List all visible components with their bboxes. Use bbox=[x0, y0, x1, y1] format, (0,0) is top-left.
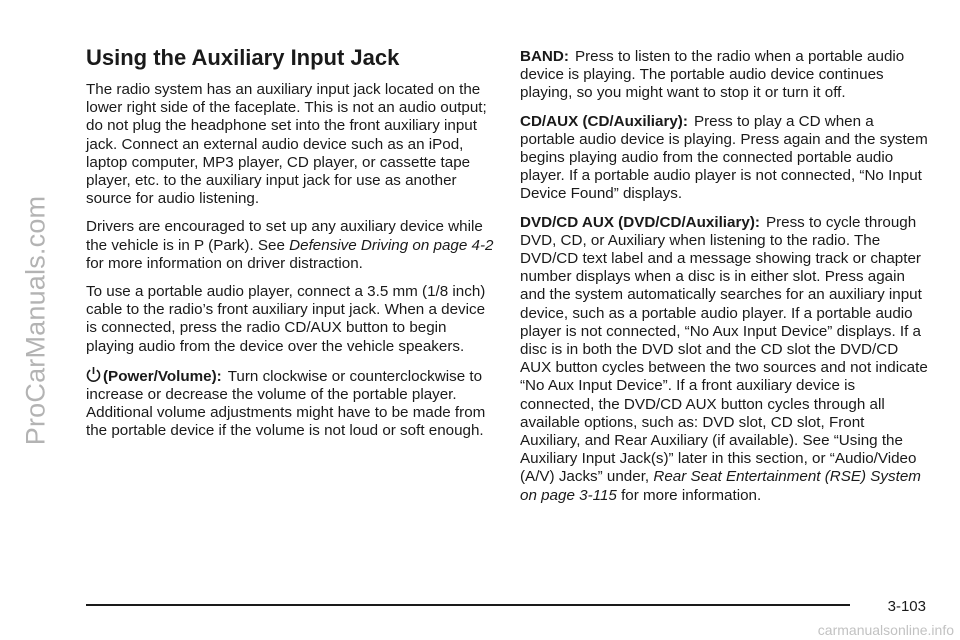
cdaux-term: CD/AUX (CD/Auxiliary): bbox=[520, 112, 688, 130]
dvdaux-text: Press to cycle through DVD, CD, or Auxiliary when listening to the radio. The DVD/CD text label and a message showing track or chapter number displays when a disc is in either slot. Press again and the system automatically searches for an auxiliary input device, such as a portable audio player. If a portable audio player is not connected, “No Aux Input Device” displays. If a disc is in both the DVD slot and the CD slot the DVD/CD AUX button cycles between the two sources and not indicate “No Aux Input Device”. If a front auxiliary device is connected, the DVD/CD AUX button cycles through all available options, such as: DVD slot, CD slot, Front Auxiliary, and Rear Auxiliary (if available). See “Using the Auxiliary Input Jack(s)” later in this section, or “Audio/Video (A/V) Jacks” under, bbox=[520, 213, 928, 486]
dvdaux-text-end: for more information. bbox=[616, 486, 762, 504]
watermark-text: ProCarManuals.com bbox=[20, 195, 51, 445]
band-text: Press to listen to the radio when a portable audio device is playing. The portable audio device continues playing, so you might want to stop it or turn it off. bbox=[520, 48, 905, 102]
section-title: Using the Auxiliary Input Jack bbox=[86, 45, 400, 70]
power-volume-paragraph bbox=[86, 366, 494, 441]
defensive-driving-link[interactable]: Defensive Driving on page 4-2 bbox=[289, 236, 494, 254]
footer-watermark: carmanualsonline.info bbox=[817, 622, 954, 638]
cdaux-paragraph bbox=[520, 113, 928, 204]
dvdaux-paragraph bbox=[520, 214, 928, 505]
footer-rule bbox=[86, 604, 850, 606]
band-paragraph bbox=[520, 48, 928, 103]
side-watermark bbox=[14, 0, 58, 640]
power-volume-text: Turn clockwise or counterclockwise to increase or decrease the volume of the portable player. Additional volume adjustments might have to be made from the portable device if the volume is not loud or soft enough. bbox=[86, 367, 486, 440]
left-column bbox=[86, 44, 494, 451]
dvdaux-term: DVD/CD AUX (DVD/CD/Auxiliary): bbox=[520, 213, 760, 231]
portable-player-paragraph: To use a portable audio player, connect a 3.5 mm (1/8 inch) cable to the radio’s front auxiliary input jack. When a device is connected, press the radio CD/AUX button to begin playing audio from the device over the vehicle speakers. bbox=[86, 283, 486, 355]
distraction-text: Drivers are encouraged to set up any auxiliary device while the vehicle is in P (Park). See bbox=[86, 218, 483, 254]
rse-link[interactable]: Rear Seat Entertainment (RSE) System on page 3-115 bbox=[520, 468, 921, 504]
power-volume-term: (Power/Volume): bbox=[103, 367, 222, 385]
distraction-text-end: for more information on driver distraction. bbox=[86, 254, 363, 272]
band-term: BAND: bbox=[520, 48, 569, 65]
cdaux-text: Press to play a CD when a portable audio device is playing. Press again and the system begins playing audio from the connected portable audio player. If a portable audio player is not connected, “No Input Device Found” displays. bbox=[520, 112, 928, 203]
right-column bbox=[520, 48, 928, 515]
intro-paragraph: The radio system has an auxiliary input jack located on the lower right side of the faceplate. This is not an audio output; do not plug the headphone set into the front auxiliary input jack. Connect an external audio device such as an iPod, laptop computer, MP3 player, CD player, or cassette tape player, etc. to the auxiliary input jack for use as another source for audio listening. bbox=[86, 81, 487, 208]
distraction-paragraph bbox=[86, 218, 494, 273]
page-number: 3-103 bbox=[887, 598, 926, 615]
power-icon bbox=[86, 366, 101, 383]
